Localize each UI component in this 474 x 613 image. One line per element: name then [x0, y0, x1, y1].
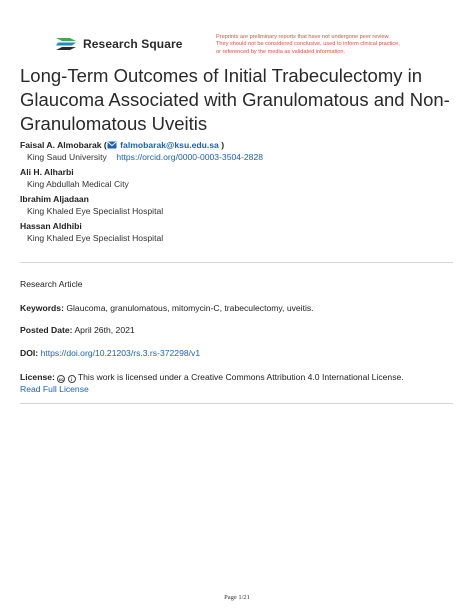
- keywords-row: [20, 302, 460, 314]
- orcid-link[interactable]: https://orcid.org/0000-0003-3504-2828: [116, 152, 264, 162]
- author-list: [20, 140, 460, 248]
- read-full-license-link[interactable]: Read Full License: [20, 384, 89, 394]
- article-type: Research Article: [20, 279, 83, 289]
- doi-link[interactable]: https://doi.org/10.21203/rs.3.rs-372298/v1: [40, 348, 201, 358]
- close-paren: ): [221, 140, 225, 150]
- author-affiliation: King Khaled Eye Specialist Hospital: [27, 206, 164, 216]
- posted-date-row: [20, 324, 460, 336]
- notice-line: or referenced by the media as validated information.: [216, 48, 346, 55]
- doi-label: DOI:: [20, 348, 39, 358]
- section-divider: [20, 403, 453, 404]
- section-divider: [20, 262, 453, 263]
- by-icon: i: [68, 375, 76, 383]
- research-square-logo-icon: [56, 36, 78, 52]
- license-row: [20, 371, 460, 395]
- author-affiliation: [20, 151, 460, 167]
- author-name: Ibrahim Aljadaan: [20, 194, 89, 204]
- keywords-value: Glaucoma, granulomatous, mitomycin-C, trabeculectomy, uveitis.: [66, 303, 314, 313]
- license-label: License:: [20, 372, 55, 382]
- notice-line: Preprints are preliminary reports that have not undergone peer review.: [216, 34, 390, 40]
- author-name: [20, 140, 460, 151]
- preprint-notice: [216, 34, 436, 56]
- author-name-text: Faisal A. Almobarak: [20, 140, 102, 150]
- affiliation-text: King Saud University: [27, 152, 107, 162]
- doi-row: [20, 347, 460, 359]
- author-name: Ali H. Alharbi: [20, 167, 74, 177]
- author-email-link[interactable]: falmobarak@ksu.edu.sa: [120, 140, 219, 150]
- posted-date-value: April 26th, 2021: [74, 325, 135, 335]
- author-affiliation: King Abdullah Medical City: [27, 179, 129, 189]
- cc-icon: cc: [58, 377, 64, 382]
- author-affiliation: King Khaled Eye Specialist Hospital: [27, 233, 164, 243]
- header: [56, 34, 436, 64]
- page-number: Page 1/21: [224, 594, 250, 601]
- author-name: Hassan Aldhibi: [20, 221, 82, 231]
- keywords-label: Keywords:: [20, 303, 64, 313]
- brand-name: Research Square: [83, 37, 183, 51]
- notice-line: They should not be considered conclusive, used to inform clinical practice,: [216, 41, 400, 48]
- paper-title: Long-Term Outcomes of Initial Trabeculectomy in Glaucoma Associated with Granulomatous and Non-Granulomatous Uveitis: [20, 65, 450, 134]
- posted-date-label: Posted Date:: [20, 325, 73, 335]
- open-paren: (: [103, 140, 107, 150]
- license-text: This work is licensed under a Creative Commons Attribution 4.0 International License.: [77, 372, 404, 382]
- research-square-logo[interactable]: [56, 36, 183, 52]
